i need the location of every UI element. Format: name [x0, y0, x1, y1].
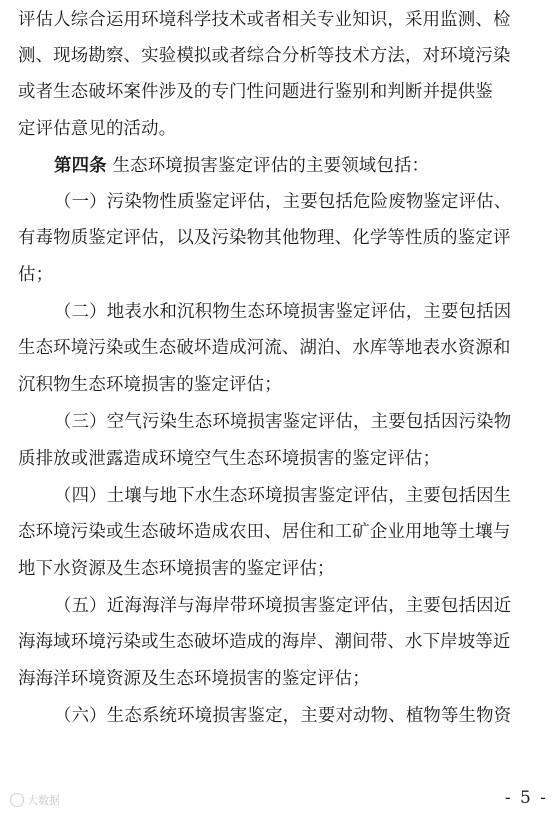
article-heading: 第四条	[54, 156, 107, 176]
body-line-9: （二）地表水和沉积物生态环境损害鉴定评估，主要包括因	[54, 302, 512, 322]
article-text: 生态环境损害鉴定评估的主要领域包括：	[112, 156, 430, 176]
body-line-1: 评估人综合运用环境科学技术或者相关专业知识，采用监测、检	[18, 10, 511, 30]
body-line-3: 或者生态破坏案件涉及的专门性问题进行鉴别和判断并提供鉴	[18, 82, 493, 102]
watermark-text: 大数据	[27, 794, 60, 807]
body-line-16: 地下水资源及生态环境损害的鉴定评估；	[18, 559, 335, 579]
body-line-18: 海海域环境污染或生态破坏造成的海岸、潮间带、水下岸坡等近	[18, 632, 511, 652]
watermark	[10, 792, 60, 808]
page-number: - 5 -	[504, 788, 548, 808]
body-line-8: 估；	[18, 265, 54, 285]
body-line-7: 有毒物质鉴定评估，以及污染物其他物理、化学等性质的鉴定评	[18, 228, 511, 248]
body-line-2: 测、现场勘察、实验模拟或者综合分析等技术方法，对环境污染	[18, 46, 511, 66]
article-line	[54, 154, 429, 178]
body-line-19: 海海洋环境资源及生态环境损害的鉴定评估；	[18, 669, 370, 689]
body-line-10: 生态环境污染或生态破坏造成河流、湖泊、水库等地表水资源和	[18, 338, 511, 358]
watermark-logo-icon	[10, 793, 24, 807]
body-line-6: （一）污染物性质鉴定评估，主要包括危险废物鉴定评估、	[54, 192, 512, 212]
body-line-13: 质排放或泄露造成环境空气生态环境损害的鉴定评估；	[18, 449, 441, 469]
body-line-4: 定评估意见的活动。	[18, 119, 177, 139]
body-line-15: 态环境污染或生态破坏造成农田、居住和工矿企业用地等土壤与	[18, 522, 511, 542]
body-line-12: （三）空气污染生态环境损害鉴定评估，主要包括因污染物	[54, 412, 512, 432]
body-line-20: （六）生态系统环境损害鉴定，主要对动物、植物等生物资	[54, 706, 512, 726]
body-line-17: （五）近海海洋与海岸带环境损害鉴定评估，主要包括因近	[54, 596, 512, 616]
body-line-14: （四）土壤与地下水生态环境损害鉴定评估，主要包括因生	[54, 486, 512, 506]
body-line-11: 沉积物生态环境损害的鉴定评估；	[18, 375, 282, 395]
